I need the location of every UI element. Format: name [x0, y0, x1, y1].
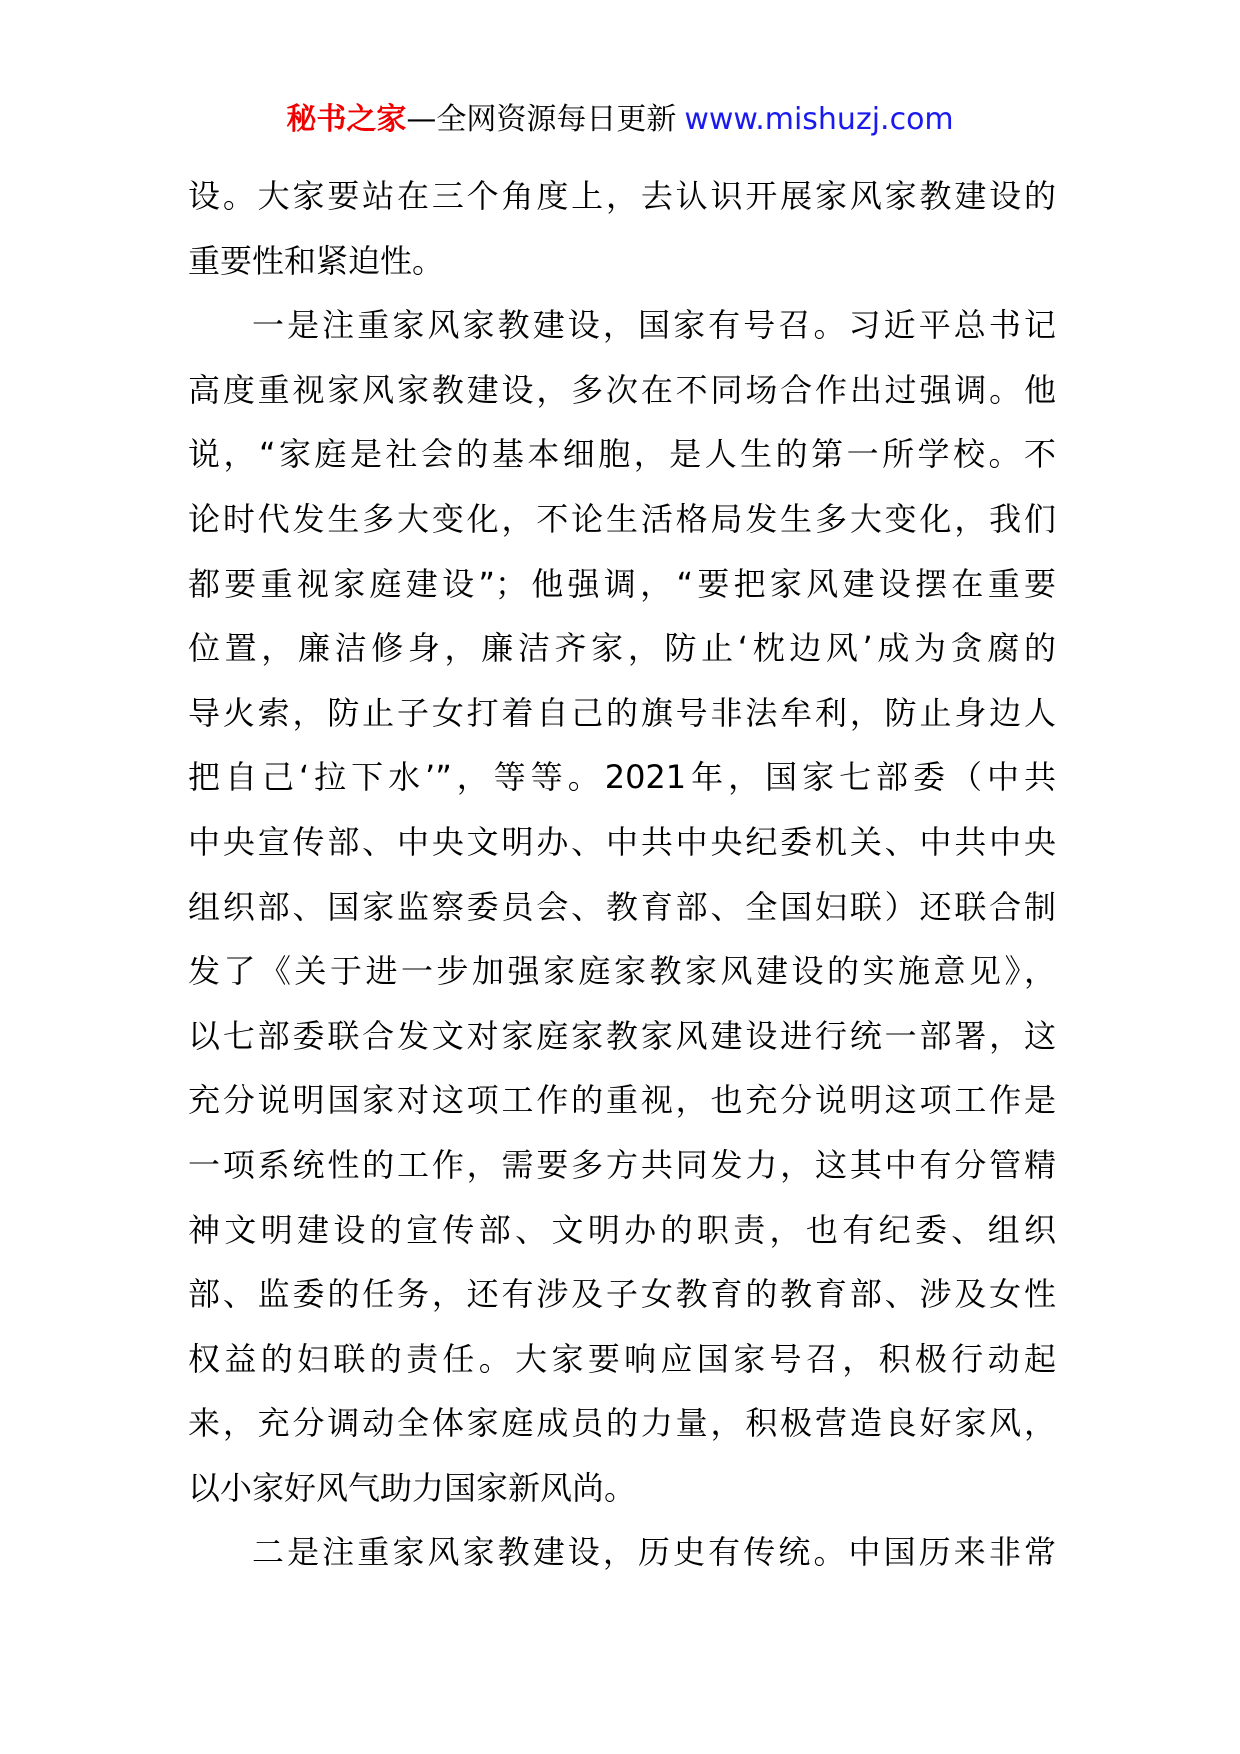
text-line: 说，“家庭是社会的基本细胞，是人生的第一所学校。不: [188, 435, 1056, 474]
text-line: 神文明建设的宣传部、文明办的职责，也有纪委、组织: [188, 1210, 1056, 1249]
text-line: 部、监委的任务，还有涉及子女教育的教育部、涉及女性: [188, 1275, 1056, 1314]
text-line: 一项系统性的工作，需要多方共同发力，这其中有分管精: [188, 1145, 1056, 1184]
text-line: 设。大家要站在三个角度上，去认识开展家风家教建设的: [188, 177, 1056, 215]
text-line: 二是注重家风家教建设，历史有传统。中国历来非常: [252, 1533, 1056, 1572]
text-line: 来，充分调动全体家庭成员的力量，积极营造良好家风，: [188, 1404, 1056, 1443]
document-body: [188, 164, 1056, 1585]
brand-name: 秘书之家: [286, 102, 407, 137]
text-line: 论时代发生多大变化，不论生活格局发生多大变化，我们: [188, 499, 1056, 538]
header-slogan: —全网资源每日更新: [406, 102, 677, 137]
text-line: 把自己‘拉下水’”，等等。2021年，国家七部委（中共: [188, 758, 1056, 797]
site-url-link[interactable]: www.mishuzj.com: [684, 102, 954, 137]
text-line: 以小家好风气助力国家新风尚。: [188, 1468, 637, 1507]
paragraph-continuation: [188, 164, 1056, 293]
text-line: 导火索，防止子女打着自己的旗号非法牟利，防止身边人: [188, 693, 1056, 732]
text-line: 权益的妇联的责任。大家要响应国家号召，积极行动起: [188, 1339, 1056, 1378]
paragraph-national-call: [188, 293, 1056, 1520]
text-line: 高度重视家风家教建设，多次在不同场合作出过强调。他: [188, 370, 1056, 409]
text-line: 发了《关于进一步加强家庭家教家风建设的实施意见》，: [188, 952, 1056, 991]
text-line: 中央宣传部、中央文明办、中共中央纪委机关、中共中央: [188, 822, 1056, 861]
text-line: 组织部、国家监察委员会、教育部、全国妇联）还联合制: [188, 887, 1056, 926]
page-header: [0, 100, 1240, 140]
text-line: 重要性和紧迫性。: [188, 241, 445, 280]
text-line: 一是注重家风家教建设，国家有号召。习近平总书记: [252, 306, 1056, 345]
text-line: 都要重视家庭建设”；他强调，“要把家风建设摆在重要: [188, 564, 1056, 603]
text-line: 位置，廉洁修身，廉洁齐家，防止‘枕边风’成为贪腐的: [188, 629, 1056, 668]
paragraph-historical-tradition: [188, 1520, 1056, 1585]
text-line: 充分说明国家对这项工作的重视，也充分说明这项工作是: [188, 1081, 1056, 1120]
text-line: 以七部委联合发文对家庭家教家风建设进行统一部署，这: [188, 1016, 1056, 1055]
